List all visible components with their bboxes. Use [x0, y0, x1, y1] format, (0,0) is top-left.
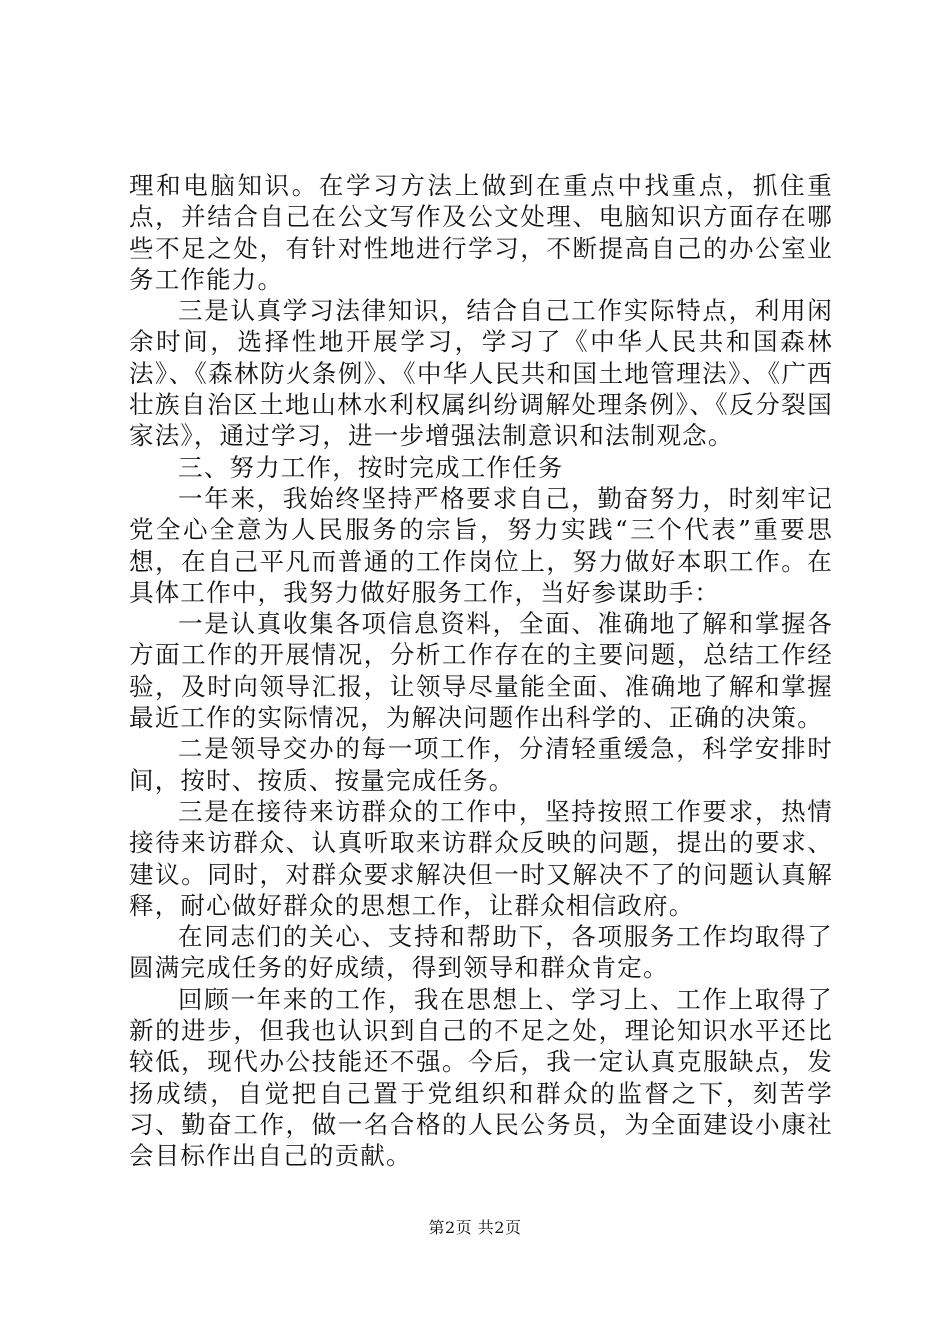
paragraph-2: 三是认真学习法律知识，结合自己工作实际特点，利用闲余时间，选择性地开展学习，学习了《中华人民共和国森林法》、《森林防火条例》、《中华人民共和国土地管理法》、《广西壮族自治区土地山林水利权属纠纷调解处理条例》、《反分裂国家法》，通过学习，进一步增强法制意识和法制观念。 [129, 296, 833, 451]
paragraph-5: 二是领导交办的每一项工作，分清轻重缓急，科学安排时间，按时、按质、按量完成任务。 [129, 734, 833, 795]
paragraph-6: 三是在接待来访群众的工作中，坚持按照工作要求，热情接待来访群众、认真听取来访群众反映的问题，提出的要求、建议。同时，对群众要求解决但一时又解决不了的问题认真解释，耐心做好群众的思想工作，让群众相信政府。 [129, 796, 833, 920]
paragraph-7: 在同志们的关心、支持和帮助下，各项服务工作均取得了圆满完成任务的好成绩，得到领导和群众肯定。 [129, 922, 833, 983]
page-number-footer: 第2页 共2页 [428, 1218, 522, 1237]
document-body [129, 170, 833, 1172]
paragraph-4: 一是认真收集各项信息资料，全面、准确地了解和掌握各方面工作的开展情况，分析工作存在的主要问题，总结工作经验，及时向领导汇报，让领导尽量能全面、准确地了解和掌握最近工作的实际情况，为解决问题作出科学的、正确的决策。 [129, 609, 833, 733]
paragraph-1: 理和电脑知识。在学习方法上做到在重点中找重点，抓住重点，并结合自己在公文写作及公文处理、电脑知识方面存在哪些不足之处，有针对性地进行学习，不断提高自己的办公室业务工作能力。 [129, 171, 833, 294]
paragraph-8: 回顾一年来的工作，我在思想上、学习上、工作上取得了新的进步，但我也认识到自己的不足之处，理论知识水平还比较低，现代办公技能还不强。今后，我一定认真克服缺点，发扬成绩，自觉把自己置于党组织和群众的监督之下，刻苦学习、勤奋工作，做一名合格的人民公务员，为全面建设小康社会目标作出自己的贡献。 [129, 984, 833, 1171]
paragraph-3: 一年来，我始终坚持严格要求自己，勤奋努力，时刻牢记党全心全意为人民服务的宗旨，努力实践“三个代表”重要思想，在自己平凡而普通的工作岗位上，努力做好本职工作。在具体工作中，我努力做好服务工作，当好参谋助手： [129, 483, 833, 607]
section-heading: 三、努力工作，按时完成工作任务 [178, 452, 564, 482]
